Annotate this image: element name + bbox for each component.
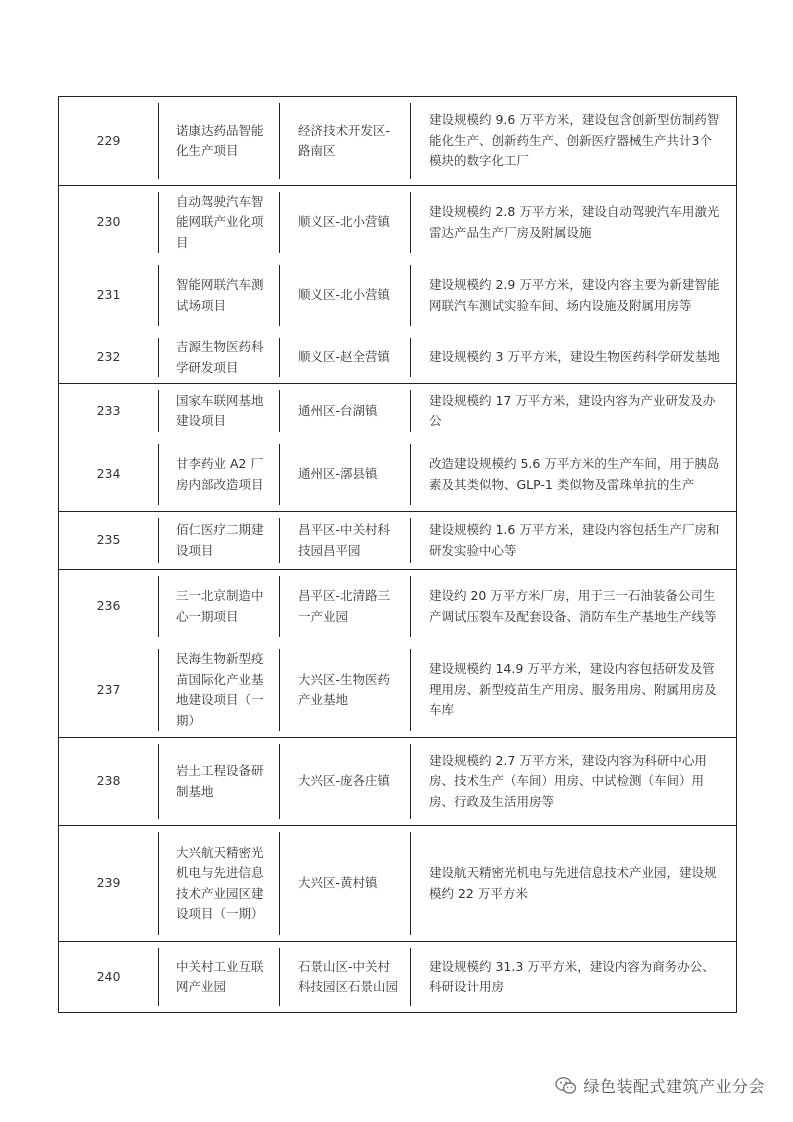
row-number: 235	[96, 532, 121, 548]
project-content: 建设规模约 31.3 万平方米，建设内容为商务办公、科研设计用房	[410, 942, 736, 1012]
table-row	[59, 97, 736, 185]
project-content: 建设规模约 2.7 万平方米，建设内容为科研中心用房、技术生产（车间）用房、中试检测（车间）用房、行政及生活用房等	[410, 738, 736, 825]
project-location: 石景山区-中关村科技园区石景山园	[279, 942, 410, 1012]
table-row	[59, 825, 736, 941]
row-number: 240	[96, 968, 121, 984]
row-number: 230	[96, 214, 121, 230]
project-name: 民海生物新型疫苗国际化产业基地建设项目（一期）	[158, 643, 279, 737]
project-location: 顺义区-赵全营镇	[279, 332, 410, 383]
project-content: 建设航天精密光机电与先进信息技术产业园，建设规模约 22 万平方米	[410, 826, 736, 941]
watermark-text: 绿色装配式建筑产业分会	[583, 1077, 765, 1096]
row-number: 238	[96, 773, 121, 789]
project-content: 建设约 20 万平方米厂房，用于三一石油装备公司生产调试压裂车及配套设备、消防车生产基地生产线等	[410, 570, 736, 643]
row-number: 236	[96, 598, 121, 614]
project-name: 诺康达药品智能化生产项目	[158, 97, 279, 185]
table-row	[59, 643, 736, 737]
project-location: 通州区-台湖镇	[279, 384, 410, 438]
project-content: 建设规模约 3 万平方米，建设生物医药科学研发基地	[410, 332, 736, 383]
watermark	[555, 1074, 765, 1097]
project-content: 建设规模约 2.9 万平方米，建设内容主要为新建智能网联汽车测试实验车间、场内设施及附属用房等	[410, 259, 736, 332]
project-content: 建设规模约 9.6 万平方米，建设包含创新型仿制药智能化生产、创新药生产、创新医疗器械生产共计3个模块的数字化工厂	[410, 97, 736, 185]
project-content: 建设规模约 2.8 万平方米，建设自动驾驶汽车用激光雷达产品生产厂房及附属设施	[410, 186, 736, 259]
row-number: 229	[96, 132, 121, 148]
project-content: 建设规模约 14.9 万平方米，建设内容包括研发及管理用房、新型疫苗生产用房、服务用房、附属用房及车库	[410, 643, 736, 737]
project-content: 建设规模约 1.6 万平方米，建设内容包括生产厂房和研发实验中心等	[410, 512, 736, 569]
row-number: 237	[96, 681, 121, 697]
row-number: 234	[96, 466, 121, 482]
row-number: 232	[96, 349, 121, 365]
project-table	[58, 96, 737, 1013]
project-location: 经济技术开发区-路南区	[279, 97, 410, 185]
project-name: 三一北京制造中心一期项目	[158, 570, 279, 643]
row-number: 233	[96, 402, 121, 418]
row-number: 239	[96, 875, 121, 891]
project-name: 国家车联网基地建设项目	[158, 384, 279, 438]
row-number: 231	[96, 287, 121, 303]
table-row	[59, 185, 736, 259]
project-location: 顺义区-北小营镇	[279, 186, 410, 259]
table-row	[59, 569, 736, 643]
table-row	[59, 941, 736, 1012]
project-location: 大兴区-庞各庄镇	[279, 738, 410, 825]
project-name: 吉源生物医药科学研发项目	[158, 332, 279, 383]
project-name: 岩土工程设备研制基地	[158, 738, 279, 825]
table-row	[59, 332, 736, 383]
project-location: 通州区-漷县镇	[279, 438, 410, 511]
project-name: 自动驾驶汽车智能网联产业化项目	[158, 186, 279, 259]
project-name: 甘李药业 A2 厂房内部改造项目	[158, 438, 279, 511]
project-content: 建设规模约 17 万平方米，建设内容为产业研发及办公	[410, 384, 736, 438]
project-content: 改造建设规模约 5.6 万平方米的生产车间，用于胰岛素及其类似物、GLP-1 类似物及雷珠单抗的生产	[410, 438, 736, 511]
project-location: 昌平区-中关村科技园昌平园	[279, 512, 410, 569]
table-row	[59, 511, 736, 569]
project-name: 智能网联汽车测试场项目	[158, 259, 279, 332]
project-location: 大兴区-黄村镇	[279, 826, 410, 941]
wechat-icon	[555, 1076, 577, 1096]
project-location: 顺义区-北小营镇	[279, 259, 410, 332]
table-row	[59, 737, 736, 825]
project-name: 中关村工业互联网产业园	[158, 942, 279, 1012]
project-location: 昌平区-北清路三一产业园	[279, 570, 410, 643]
table-row	[59, 259, 736, 332]
project-name: 大兴航天精密光机电与先进信息技术产业园区建设项目（一期）	[158, 826, 279, 941]
table-row	[59, 383, 736, 438]
project-name: 佰仁医疗二期建设项目	[158, 512, 279, 569]
project-location: 大兴区-生物医药产业基地	[279, 643, 410, 737]
table-row	[59, 438, 736, 511]
